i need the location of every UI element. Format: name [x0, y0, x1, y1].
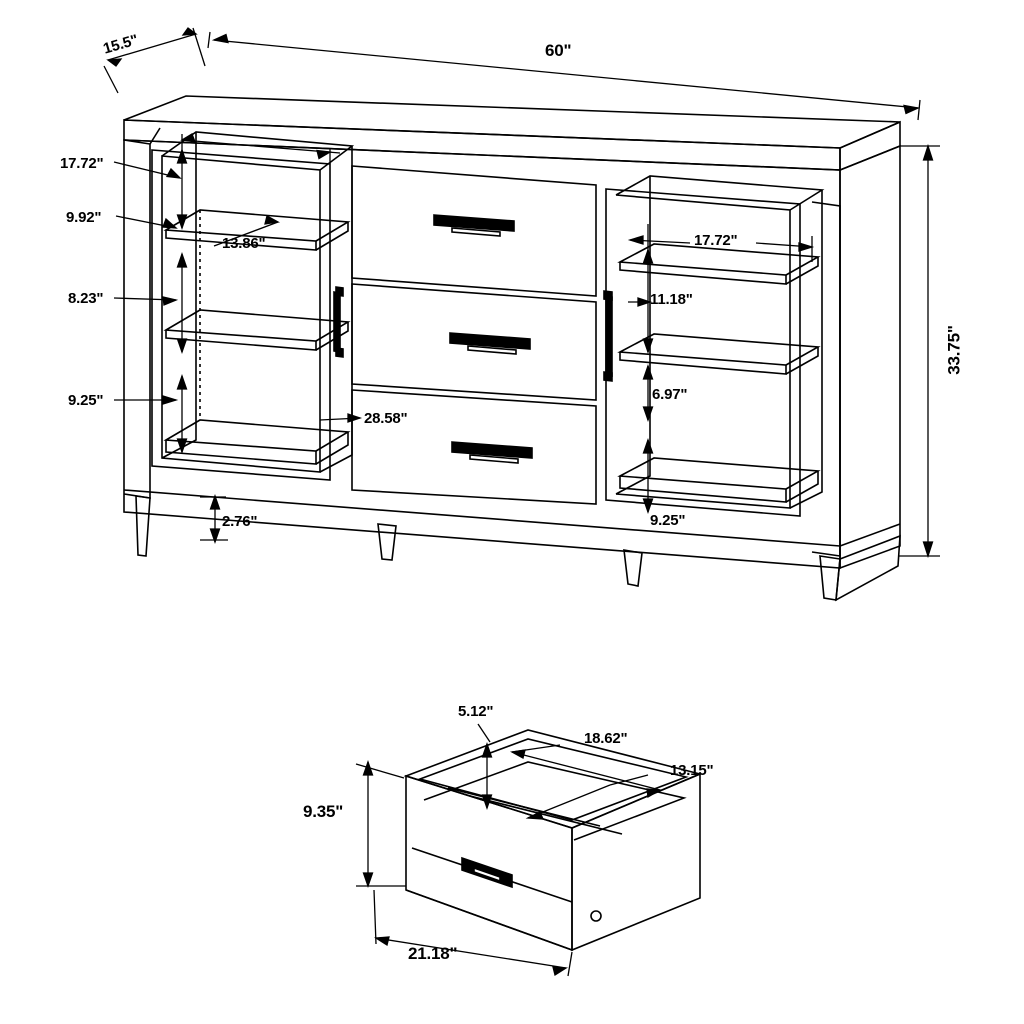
dim-label-depth-overall: 15.5" — [101, 31, 140, 58]
dim-label-width-overall: 60" — [545, 41, 572, 60]
dim-label-right-shelf-width: 17.72" — [694, 232, 738, 249]
dim-label-left-bottom-opening: 9.25" — [68, 392, 104, 409]
right-glass-cabinet — [604, 176, 822, 516]
dim-label-height-overall: 33.75" — [944, 325, 964, 375]
center-drawer-stack — [352, 166, 596, 504]
dim-label-leg-height: 2.76" — [222, 513, 258, 530]
dim-label-right-mid-opening: 6.97" — [652, 386, 688, 403]
dim-label-drawer-inner-height: 5.12" — [458, 703, 494, 720]
dim-label-left-shelf-width: 17.72" — [60, 155, 104, 172]
right-side-panel — [812, 202, 840, 556]
cabinet-legs — [136, 496, 900, 600]
dim-label-drawer-height: 9.35" — [303, 802, 344, 821]
dim-label-drawer-front-width: 28.58" — [364, 410, 408, 427]
dim-label-left-shelf-depth: 13.86" — [222, 235, 266, 252]
drawer-dimension-callouts — [356, 724, 660, 976]
top-dimension-lines — [104, 28, 920, 120]
dim-label-right-bottom-opening: 9.25" — [650, 512, 686, 529]
dim-label-drawer-inner-width: 18.62" — [584, 730, 628, 747]
dim-label-right-top-opening: 11.18" — [650, 291, 693, 308]
left-side-panel — [124, 128, 160, 498]
cabinet-body — [124, 96, 900, 568]
dim-label-left-top-opening: 9.92" — [66, 209, 102, 226]
dim-label-drawer-inner-depth: 13.15" — [670, 762, 714, 779]
dim-label-left-mid-opening: 8.23" — [68, 290, 104, 307]
dim-label-drawer-width: 21.18" — [408, 944, 458, 963]
